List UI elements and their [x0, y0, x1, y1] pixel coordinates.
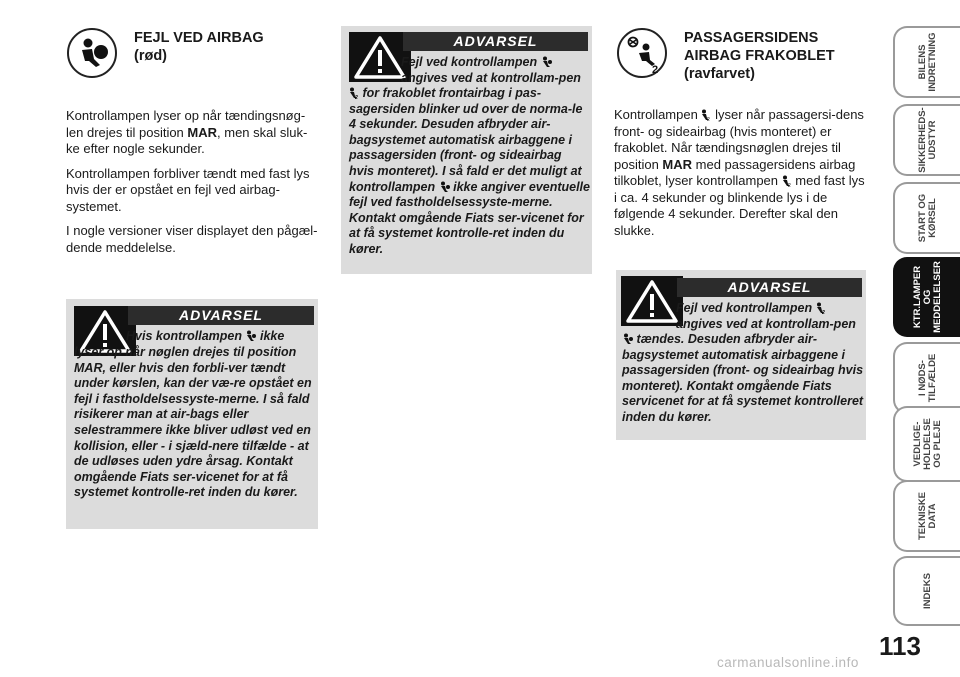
tab-label: BILENS INDRETNING — [916, 32, 938, 92]
airbag-lamp-icon — [439, 181, 450, 193]
tab-label: SIKKERHEDS- UDSTYR — [916, 107, 938, 173]
page-number: 113 — [879, 631, 921, 661]
paragraph: Kontrollampen forbliver tændt med fast lys hvis der er opstået en fejl ved airbag-systemet. — [66, 165, 310, 214]
tab-label: VEDLIGE- HOLDELSE OG PLEJE — [911, 418, 943, 470]
section-body-passenger-airbag-off — [614, 107, 868, 247]
tab-vedligeholdelse[interactable] — [893, 406, 960, 482]
warning-label: ADVARSEL — [128, 306, 314, 325]
svg-text:2: 2 — [821, 310, 825, 314]
svg-text:2: 2 — [787, 183, 791, 187]
warning-triangle-icon — [621, 276, 683, 326]
svg-text:2: 2 — [355, 95, 358, 99]
airbag-lamp-icon — [541, 56, 552, 68]
tab-sikkerhedsudstyr[interactable] — [893, 104, 960, 176]
warning-text: Hvis kontrollampen ikke — [126, 329, 285, 343]
tab-start-og-korsel[interactable] — [893, 182, 960, 254]
warning-box-passenger-airbag-lamp — [341, 26, 592, 274]
tab-label: TEKNISKE DATA — [916, 491, 938, 541]
passenger-airbag-off-lamp-icon — [816, 302, 826, 314]
tab-label: KTR.LAMPER OG MEDDELELSER — [911, 261, 943, 333]
paragraph: Kontrollampen lyser op når tændingsnøg-len drejes til position MAR, men skal sluk-ke efter nogle sekunder. — [66, 108, 308, 156]
section-title-passenger-airbag-off: PASSAGERSIDENS AIRBAG FRAKOBLET (ravfarvet) — [684, 30, 835, 82]
warning-box-passenger-airbag-fault — [616, 270, 866, 440]
svg-text:2: 2 — [707, 117, 711, 121]
passenger-airbag-off-lamp-icon — [349, 87, 359, 99]
passenger-airbag-off-lamp-icon — [701, 109, 711, 121]
tab-tekniske-data[interactable] — [893, 480, 960, 552]
tab-bilens-indretning[interactable] — [893, 26, 960, 98]
passenger-airbag-off-lamp-icon — [782, 175, 792, 187]
warning-text: tændes. Desuden afbryder air-bagsystemet automatisk airbaggene i passagersiden (front- og sideairbag hvis monteret). Kontakt omgående Fiats servicenet for at få systemet kontrolleret inden du kører. — [622, 332, 864, 424]
paragraph: I nogle versioner viser displayet den pågæl-dende meddelelse. — [66, 223, 318, 255]
paragraph: Kontrollampen 2 lyser når passagersi-dens front- og sideairbag (hvis monteret) er frakoblet. Når tændingsnøglen drejes til position MAR med passagersidens airbag tilkoblet, lyser kontrollampen 2 med fast lys i ca. 4 sekunder og blinkende lys i de følgende 4 sekunder. Derefter skal den slukke. — [614, 107, 865, 238]
warning-text: 2 for frakoblet frontairbag i pas-sagersiden blinker ud over de norma-le 4 sekunder. Desuden afbryder air-bagsystemet automatisk airbaggene i passagersiden (front- og sideairbag hvis monteret). I så fald er det muligt at kontrollampen ikke angiver eventuelle fejl ved fastholdelsessyste-merne. Kontakt omgående Fiats ser-vicenet for at få systemet kontrolle-ret inden du kører. — [349, 86, 590, 256]
warning-text: lyser op når nøglen drejes til position MAR, eller hvis den forbli-ver tændt under kørslen, kan der væ-re opstået en fejl i fastholdelsessyste-merne. I så fald risikerer man at air-bags eller selestrammere ikke bliver udløst ved en kollision, eller - i sjæld-nere tilfælde - at de udløses uden ydre årsag. Kontakt omgående Fiats ser-vicenet for at få systemet kontrolle-ret inden du kører. — [74, 345, 312, 500]
warning-box-airbag-lamp — [66, 299, 318, 529]
tab-label: INDEKS — [921, 573, 933, 609]
airbag-lamp-icon — [622, 333, 633, 345]
section-title-airbag-fault: FEJL VED AIRBAG (rød) — [134, 30, 264, 64]
svg-text:2: 2 — [652, 64, 659, 73]
passenger-airbag-off-icon — [617, 28, 667, 78]
tab-label: I NØDS- TILFÆLDE — [916, 353, 938, 403]
tab-i-nodstilfaelde[interactable] — [893, 342, 960, 414]
watermark: carmanualsonline.info — [717, 655, 859, 670]
tab-label: START OG KØRSEL — [916, 193, 938, 243]
warning-text: Fejl ved kontrollampen angives ved at kontrollam-pen — [401, 55, 581, 85]
section-body-airbag-fault — [66, 108, 321, 264]
airbag-lamp-icon — [245, 330, 256, 342]
airbag-fault-icon — [67, 28, 117, 78]
warning-label: ADVARSEL — [677, 278, 862, 297]
warning-text: Fejl ved kontrollampen 2 angives ved at kontrollam-pen — [676, 301, 856, 331]
warning-label: ADVARSEL — [403, 32, 588, 51]
tab-indeks[interactable] — [893, 556, 960, 626]
tab-ktr-lamper[interactable] — [893, 257, 960, 337]
